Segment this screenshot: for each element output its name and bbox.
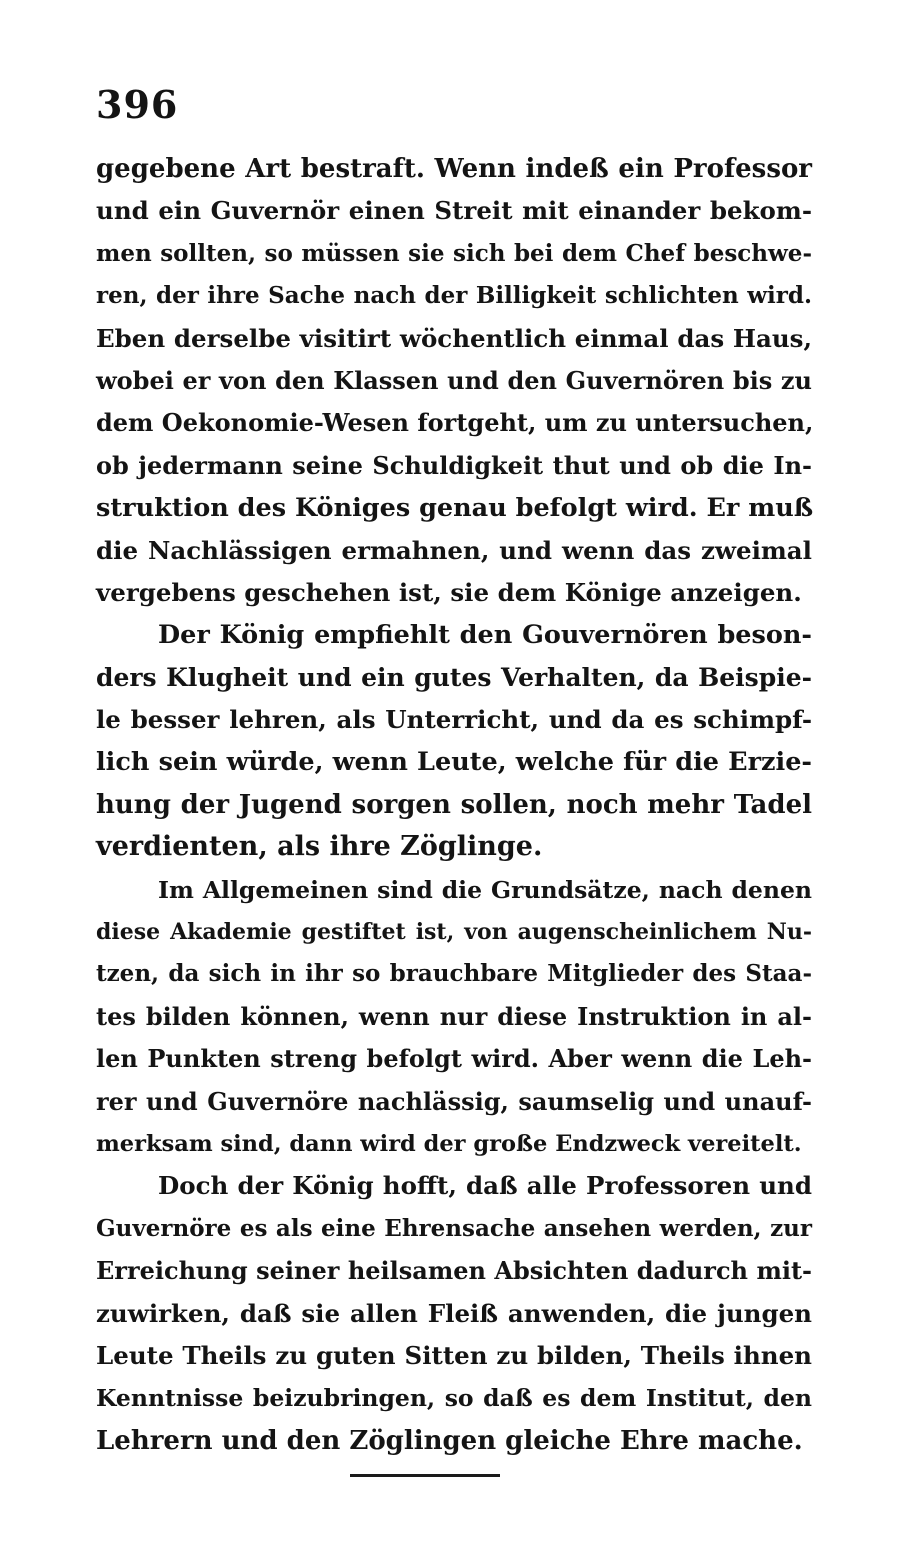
end-rule-divider: [350, 1474, 500, 1477]
page-number: 396: [96, 82, 179, 127]
text-line: verdienten, als ihre Zöglinge.: [96, 831, 543, 863]
text-line: diese Akademie gestiftet ist, von augenscheinlichem Nu-: [96, 919, 812, 946]
text-line: wobei er von den Klassen und den Guvernören bis zu: [96, 365, 812, 395]
body-text: [96, 148, 812, 1462]
text-line: und ein Guvernör einen Streit mit einander bekom-: [96, 196, 812, 226]
text-line: Erreichung seiner heilsamen Absichten dadurch mit-: [96, 1256, 812, 1286]
paragraph-3: [96, 869, 812, 1166]
text-line: ren, der ihre Sache nach der Billigkeit schlichten wird.: [96, 282, 812, 310]
text-line: tes bilden können, wenn nur diese Instruktion in al-: [96, 1001, 812, 1031]
text-line: Eben derselbe visitirt wöchentlich einmal das Haus,: [96, 323, 812, 353]
paragraph-4: [96, 1165, 812, 1462]
text-line: gegebene Art bestraft. Wenn indeß ein Professor: [96, 154, 812, 184]
text-line: ders Klugheit und ein gutes Verhalten, da Beispie-: [96, 662, 812, 692]
text-line: zuwirken, daß sie allen Fleiß anwenden, die jungen: [96, 1298, 812, 1328]
text-line: Lehrern und den Zöglingen gleiche Ehre mache.: [96, 1425, 803, 1456]
text-line: vergebens geschehen ist, sie dem Könige anzeigen.: [96, 577, 802, 607]
text-line: tzen, da sich in ihr so brauchbare Mitglieder des Staa-: [96, 960, 812, 988]
paragraph-2: [96, 614, 812, 868]
text-line: men sollten, so müssen sie sich bei dem Chef beschwe-: [96, 239, 812, 267]
text-line: dem Oekonomie-Wesen fortgeht, um zu untersuchen,: [96, 408, 814, 438]
text-line: Leute Theils zu guten Sitten zu bilden, Theils ihnen: [96, 1340, 812, 1370]
text-line: Kenntnisse beizubringen, so daß es dem Institut, den: [96, 1384, 812, 1413]
text-line: struktion des Königes genau befolgt wird. Er muß: [96, 493, 814, 524]
text-line: lich sein würde, wenn Leute, welche für die Erzie-: [96, 747, 812, 778]
text-line: Guvernöre es als eine Ehrensache ansehen werden, zur: [96, 1214, 812, 1242]
text-line: Doch der König hofft, daß alle Professoren und: [158, 1171, 812, 1201]
text-line: merksam sind, dann wird der große Endzweck vereitelt.: [96, 1130, 802, 1157]
text-line: le besser lehren, als Unterricht, und da es schimpf-: [96, 705, 812, 735]
text-line: Der König empfiehlt den Gouvernören beson-: [158, 620, 812, 651]
text-line: die Nachlässigen ermahnen, und wenn das zweimal: [96, 535, 812, 565]
text-line: Im Allgemeinen sind die Grundsätze, nach denen: [158, 875, 812, 904]
text-line: ob jedermann seine Schuldigkeit thut und ob die In-: [96, 450, 812, 480]
text-line: hung der Jugend sorgen sollen, noch mehr Tadel: [96, 789, 812, 820]
text-line: rer und Guvernöre nachlässig, saumselig und unauf-: [96, 1086, 812, 1116]
paragraph-1: [96, 148, 812, 614]
text-line: len Punkten streng befolgt wird. Aber wenn die Leh-: [96, 1044, 812, 1074]
